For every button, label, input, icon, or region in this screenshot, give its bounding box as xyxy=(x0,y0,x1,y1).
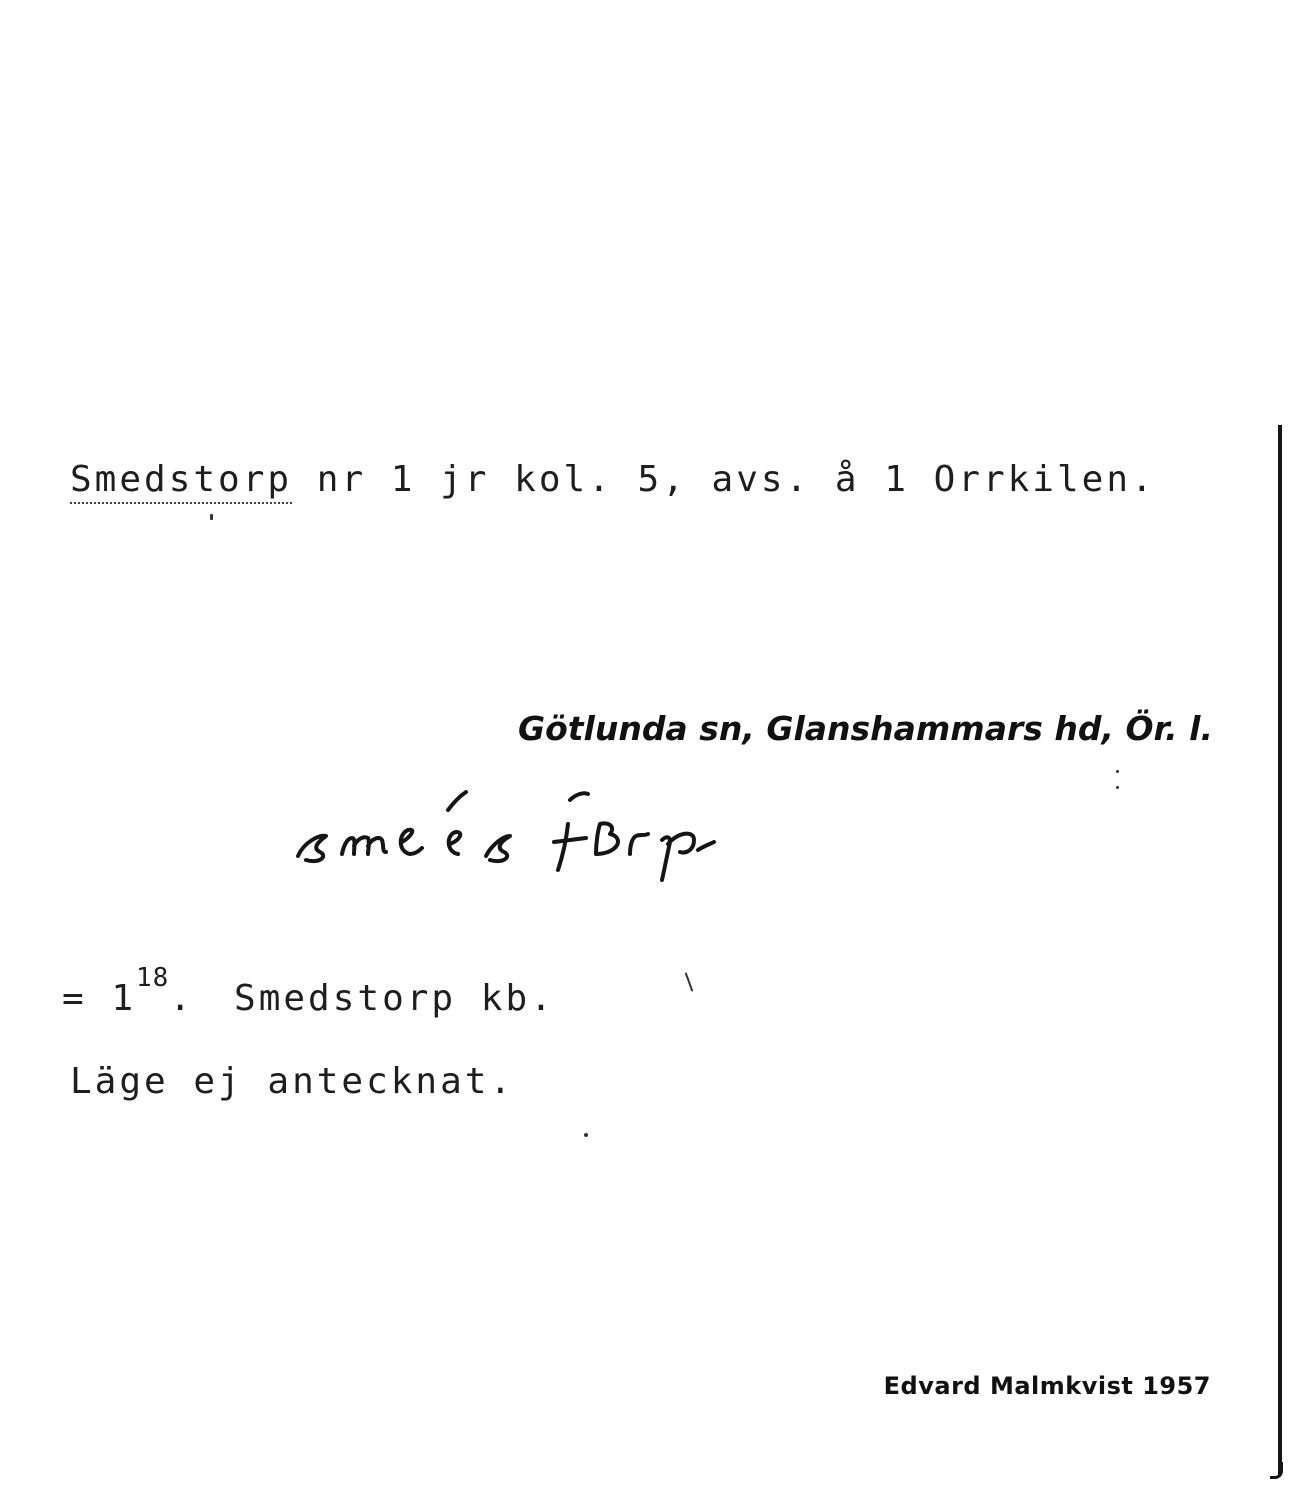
reference-superscript: 18 xyxy=(136,963,170,993)
reference-prefix: = 1 xyxy=(62,978,137,1019)
card-edge-line xyxy=(1278,425,1282,1475)
ink-speck xyxy=(1116,786,1119,789)
ink-speck xyxy=(685,972,694,991)
card-edge-hook xyxy=(1270,1462,1283,1479)
ink-speck xyxy=(584,1133,588,1137)
headline-line xyxy=(70,459,1156,500)
reference-line xyxy=(62,965,555,1017)
headline-details: nr 1 jr kol. 5, avs. å 1 Orrkilen. xyxy=(316,459,1156,500)
signature: Edvard Malmkvist 1957 xyxy=(883,1372,1211,1400)
ink-speck xyxy=(210,514,213,520)
handwritten-pronunciation xyxy=(290,772,720,882)
ink-speck xyxy=(1116,770,1119,773)
reference-dot: . xyxy=(169,978,195,1019)
place-name: Smedstorp xyxy=(70,459,292,504)
locality-label: Götlunda sn, Glanshammars hd, Ör. l. xyxy=(517,709,1213,748)
position-note: Läge ej antecknat. xyxy=(70,1061,515,1102)
reference-source: Smedstorp kb. xyxy=(234,978,555,1019)
